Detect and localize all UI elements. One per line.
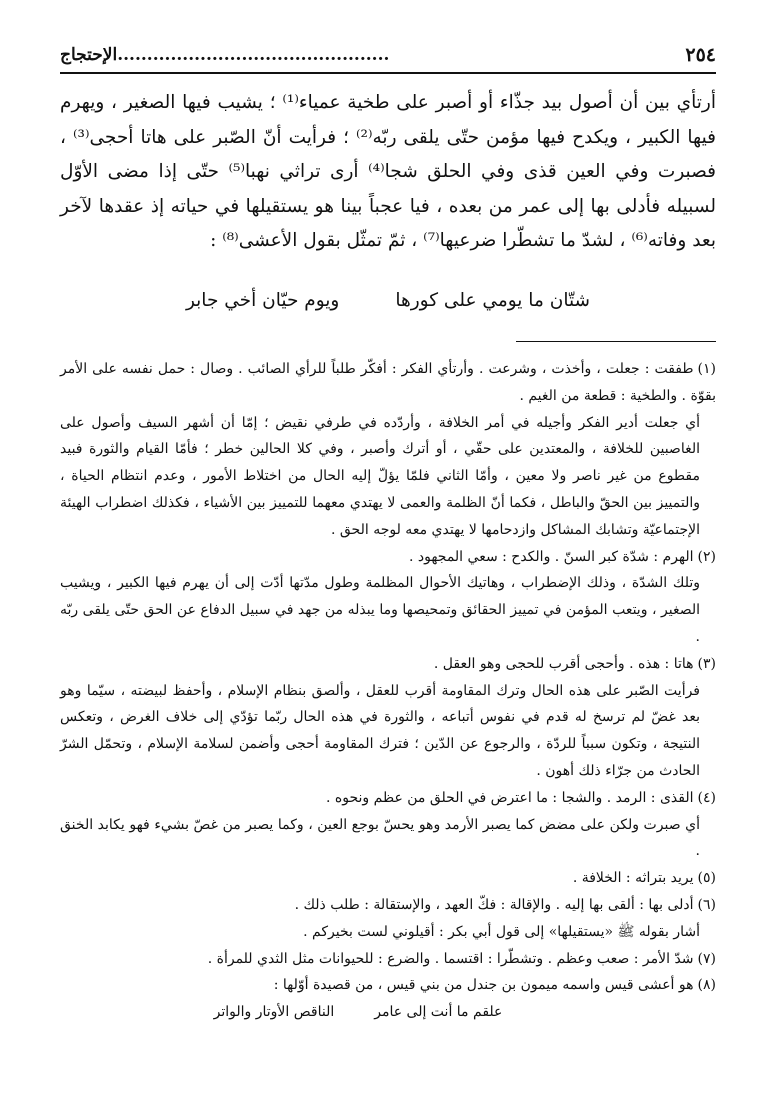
footnote-number: (٦) — [697, 896, 716, 913]
footnote-text: طفقت : جعلت ، وأخذت ، وشرعت . وأرتأي الفكر : أفكّر طلباً للرأي الصائب . وصال : حمل نفسه على الأمر بقوّة . والطخية : قطعة من الغيم . — [60, 361, 716, 404]
page-number: ٢٥٤ — [685, 44, 716, 66]
footnote-text: شدّ الأمر : صعب وعظم . وتشطّرا : اقتسما . والضرع : للحيوانات مثل الثدي للمرأة . — [207, 950, 694, 967]
footnote-4-commentary: أي صبرت ولكن على مضض كما يصبر الأرمد وهو يحسّ بوجع العين ، وكما يصبر من غصّ بشيء فهو يكابد الخنق . — [60, 816, 700, 860]
footnote-4 — [60, 785, 716, 812]
section-title — [60, 45, 389, 65]
footnote-8 — [60, 972, 716, 999]
footnote-2 — [60, 544, 716, 571]
footnote-number: (٤) — [697, 789, 716, 806]
main-text — [60, 86, 716, 259]
footnote-number: (٣) — [697, 655, 716, 672]
footnote-number: (١) — [697, 361, 716, 377]
footnote-6 — [60, 892, 716, 919]
verse-first-hemistich: شتّان ما يومي على كورها — [395, 290, 591, 311]
footnote-7 — [60, 946, 716, 973]
footnote-text: الهرم : شدّة كبر السنّ . والكدح : سعي المجهود . — [408, 548, 694, 565]
footnote-verse — [60, 999, 716, 1026]
footnote-rule — [516, 341, 716, 342]
main-paragraph: أرتأي بين أن أصول بيد جذّاء أو أصبر على طخية عمياء⁽¹⁾ ؛ يشيب فيها الصغير ، ويهرم فيها الكبير ، ويكدح فيها مؤمن حتّى يلقى ربّه⁽²⁾ ؛ فرأيت أنّ الصّبر على هاتا أحجى⁽³⁾ ، فصبرت وفي العين قذى وفي الحلق شجا⁽⁴⁾ أرى تراثي نهبا⁽⁵⁾ حتّى إذا مضى الأوّل لسبيله فأدلى بها إلى عمر من بعده ، فيا عجباً بينا هو يستقيلها في حياته إذ عقدها لآخر بعد وفاته⁽⁶⁾ ، لشدّ ما تشطّرا ضرعيها⁽⁷⁾ ، ثمّ تمثّل بقول الأعشى⁽⁸⁾ : — [60, 92, 717, 251]
footnote-text: يريد بتراثه : الخلافة . — [572, 870, 694, 887]
footnote-text: القذى : الرمد . والشجا : ما اعترض في الحلق من عظم ونحوه . — [326, 789, 694, 806]
footnote-text: هاتا : هذه . وأحجى أقرب للحجى وهو العقل . — [433, 655, 694, 672]
footnote-number: (٧) — [697, 950, 716, 967]
footnote-2-commentary: وتلك الشدّة ، وذلك الإضطراب ، وهاتيك الأحوال المظلمة وطول مدّتها أدّت إلى أن يهرم فيها الكبير ، ويشيب الصغير ، ويتعب المؤمن في تمييز الحقائق وتمحيصها وما يبذله من جهد في سبيل الدفاع عن الحق حتّى يلقى ربّه . — [60, 575, 700, 645]
verse — [60, 290, 716, 311]
footnote-text: هو أعشى قيس واسمه ميمون بن جندل من بني قيس ، من قصيدة أوّلها : — [273, 977, 694, 994]
footnote-text: أدلى بها : ألقى بها إليه . والإقالة : فكّ العهد ، والإستقالة : طلب ذلك . — [294, 896, 694, 913]
footnote-verse-second: الناقص الأوتار والواتر — [213, 1004, 335, 1021]
verse-second-hemistich: ويوم حيّان أخي جابر — [185, 290, 340, 311]
footnote-1 — [60, 356, 716, 410]
page-header — [60, 40, 716, 70]
section-title-text: الإحتجاج — [60, 45, 118, 65]
footnote-number: (٥) — [697, 870, 716, 887]
footnote-3-commentary: فرأيت الصّبر على هذه الحال وترك المقاومة أقرب للعقل ، وألصق بنظام الإسلام ، وأحفظ لبيضته ، سيّما وهو بعد غضّ لم ترسخ له قدم في نفوس أتباعه ، والثورة في هذه الحال ربّما تؤدّي إلى خلاف الغرض ، وتعكس النتيجة ، وتكون سبباً للردّة ، والرجوع عن الدّين ؛ فترك المقاومة أحجى وأضمن لسلامة الإسلام ، وتحمّل الشرّ الحادث من جرّاء ذلك أهون . — [60, 682, 700, 779]
footnote-number: (٢) — [697, 548, 716, 565]
header-rule — [60, 72, 716, 74]
footnotes — [60, 356, 716, 1026]
footnote-verse-first: علقم ما أنت إلى عامر — [374, 1004, 503, 1021]
footnote-number: (٨) — [697, 977, 716, 994]
footnote-3 — [60, 651, 716, 678]
footnote-6-commentary: أشار بقوله ﷺ «يستقيلها» إلى قول أبي بكر : أقيلوني لست بخيركم . — [303, 923, 700, 940]
footnote-5 — [60, 865, 716, 892]
footnote-1-commentary: أي جعلت أدير الفكر وأجيله في أمر الخلافة ، وأردّده في طرفي نقيض ؛ إمّا أن أشهر السيف وأصول على الغاصبين للخلافة ، والمعتدين على حقّي ، أو أترك وأصبر ، وفي كلا الحالين خطر ؛ فأمّا القيام والثورة فبيد مقطوع من غير ناصر ولا معين ، وأمّا الثاني فلمّا يؤلّ إليه الحال من اختلاط الأمور ، وعدم انتظام الحياة ، والتمييز بين الحقّ والباطل ، فكما أنّ الظلمة والعمى لا يهتدي معهما للتمييز بين الأشياء ، فكذلك اضطراب الهيئة الإجتماعيّة وتشابك المشاكل وازدحامها لا يهتدي معه لوجه الحق . — [60, 414, 700, 538]
dot-leader: .............................................. — [117, 45, 390, 65]
book-page — [60, 0, 716, 1106]
